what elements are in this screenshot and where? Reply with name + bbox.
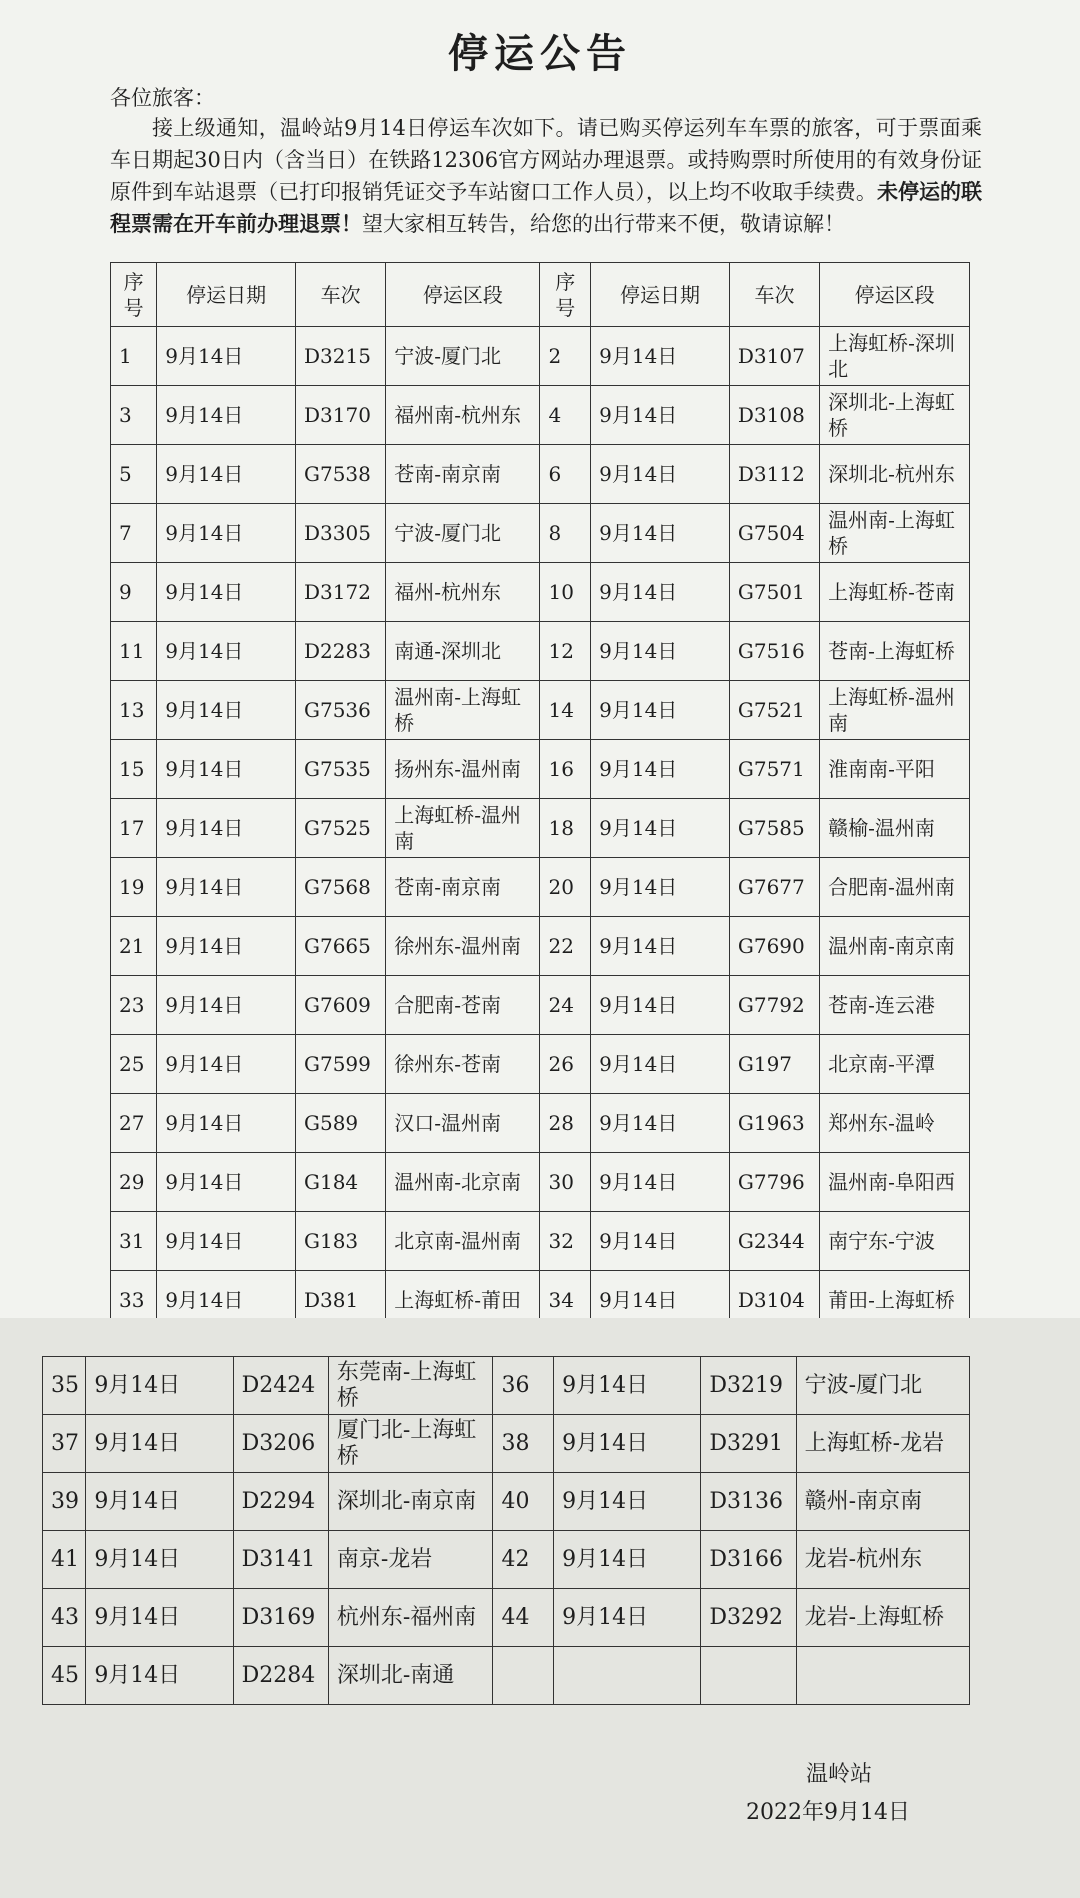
train-cell: G7536 [296,681,386,740]
section-cell: 温州南-阜阳西 [820,1153,970,1212]
table-row [111,504,970,563]
table-row [43,1473,970,1531]
train-cell: G197 [729,1035,819,1094]
section-cell: 温州南-上海虹桥 [386,681,540,740]
train-cell: G7501 [729,563,819,622]
date-cell: 9月14日 [157,917,296,976]
train-cell: D2283 [296,622,386,681]
seq-cell: 19 [111,858,157,917]
date-cell: 9月14日 [591,1271,730,1330]
section-cell: 郑州东-温岭 [820,1094,970,1153]
seq-cell: 11 [111,622,157,681]
notice-body-bold: 未停运的联程票需在开车前办理退票！ [110,179,983,236]
date-cell: 9月14日 [157,858,296,917]
section-cell: 宁波-厦门北 [386,504,540,563]
seq-cell: 33 [111,1271,157,1330]
table-row [43,1589,970,1647]
date-cell: 9月14日 [591,386,730,445]
section-cell [796,1647,969,1705]
section-cell: 上海虹桥-龙岩 [796,1415,969,1473]
train-cell: G7792 [729,976,819,1035]
table-row [111,917,970,976]
date-cell: 9月14日 [554,1473,701,1531]
section-cell: 莆田-上海虹桥 [820,1271,970,1330]
section-cell: 厦门北-上海虹桥 [328,1415,493,1473]
train-cell: D3141 [233,1531,328,1589]
train-cell: G1963 [729,1094,819,1153]
header-seq: 序号 [540,263,591,327]
section-cell: 福州-杭州东 [386,563,540,622]
seq-cell: 42 [493,1531,554,1589]
section-cell: 龙岩-杭州东 [796,1531,969,1589]
train-cell: G589 [296,1094,386,1153]
train-cell: D381 [296,1271,386,1330]
train-cell: G7521 [729,681,819,740]
seq-cell: 12 [540,622,591,681]
date-cell: 9月14日 [86,1357,233,1415]
greeting: 各位旅客： [110,86,215,110]
train-cell: D3172 [296,563,386,622]
seq-cell: 6 [540,445,591,504]
section-cell: 东莞南-上海虹桥 [328,1357,493,1415]
date-cell: 9月14日 [157,445,296,504]
notice-date: 2022年9月14日 [746,1800,910,1825]
notice-title: 停运公告 [448,31,632,77]
section-cell: 温州南-南京南 [820,917,970,976]
date-cell: 9月14日 [554,1357,701,1415]
train-cell [701,1647,796,1705]
train-cell: D3292 [701,1589,796,1647]
train-cell: G7690 [729,917,819,976]
train-cell: D2284 [233,1647,328,1705]
date-cell: 9月14日 [554,1531,701,1589]
suspended-trains-table-continued [42,1356,970,1705]
date-cell: 9月14日 [591,681,730,740]
seq-cell: 15 [111,740,157,799]
header-train: 车次 [729,263,819,327]
seq-cell: 29 [111,1153,157,1212]
date-cell: 9月14日 [591,740,730,799]
section-cell: 赣州-南京南 [796,1473,969,1531]
date-cell: 9月14日 [591,799,730,858]
train-cell: D3104 [729,1271,819,1330]
date-cell: 9月14日 [157,799,296,858]
train-cell: G183 [296,1212,386,1271]
date-cell: 9月14日 [554,1415,701,1473]
notice-body-tail: 望大家相互转告，给您的出行带来不便，敬请谅解！ [362,212,845,236]
train-cell: D3112 [729,445,819,504]
section-cell: 上海虹桥-莆田 [386,1271,540,1330]
section-cell: 苍南-南京南 [386,858,540,917]
train-cell: G7609 [296,976,386,1035]
section-cell: 扬州东-温州南 [386,740,540,799]
table-row [43,1357,970,1415]
section-cell: 福州南-杭州东 [386,386,540,445]
train-cell: D2424 [233,1357,328,1415]
date-cell: 9月14日 [86,1473,233,1531]
seq-cell: 1 [111,327,157,386]
section-cell: 宁波-厦门北 [386,327,540,386]
section-cell: 苍南-南京南 [386,445,540,504]
seq-cell: 38 [493,1415,554,1473]
train-cell: G7568 [296,858,386,917]
seq-cell: 44 [493,1589,554,1647]
date-cell: 9月14日 [591,1094,730,1153]
train-cell: G7516 [729,622,819,681]
train-cell: D3219 [701,1357,796,1415]
seq-cell: 39 [43,1473,86,1531]
train-cell: G7571 [729,740,819,799]
train-cell: D3170 [296,386,386,445]
notice-body [110,112,982,240]
train-cell: G7796 [729,1153,819,1212]
seq-cell: 13 [111,681,157,740]
section-cell: 南宁东-宁波 [820,1212,970,1271]
train-cell: G2344 [729,1212,819,1271]
seq-cell: 24 [540,976,591,1035]
table-row [111,858,970,917]
seq-cell: 34 [540,1271,591,1330]
header-date: 停运日期 [157,263,296,327]
seq-cell: 31 [111,1212,157,1271]
date-cell: 9月14日 [591,622,730,681]
date-cell: 9月14日 [157,622,296,681]
seq-cell: 22 [540,917,591,976]
date-cell: 9月14日 [591,327,730,386]
seq-cell: 23 [111,976,157,1035]
section-cell: 北京南-平潭 [820,1035,970,1094]
table-header-row [111,263,970,327]
date-cell: 9月14日 [591,504,730,563]
section-cell: 深圳北-上海虹桥 [820,386,970,445]
table-row [111,1035,970,1094]
header-section: 停运区段 [820,263,970,327]
date-cell: 9月14日 [591,1212,730,1271]
date-cell: 9月14日 [591,1035,730,1094]
table-row [43,1415,970,1473]
seq-cell: 9 [111,563,157,622]
section-cell: 上海虹桥-温州南 [820,681,970,740]
date-cell: 9月14日 [591,917,730,976]
date-cell: 9月14日 [591,445,730,504]
section-cell: 温州南-北京南 [386,1153,540,1212]
date-cell: 9月14日 [157,740,296,799]
train-cell: G7665 [296,917,386,976]
seq-cell: 37 [43,1415,86,1473]
section-cell: 温州南-上海虹桥 [820,504,970,563]
date-cell: 9月14日 [591,1153,730,1212]
seq-cell [493,1647,554,1705]
section-cell: 龙岩-上海虹桥 [796,1589,969,1647]
seq-cell: 7 [111,504,157,563]
section-cell: 深圳北-南京南 [328,1473,493,1531]
train-cell: G7535 [296,740,386,799]
station-signature: 温岭站 [806,1762,873,1787]
section-cell: 苍南-连云港 [820,976,970,1035]
section-cell: 北京南-温州南 [386,1212,540,1271]
date-cell: 9月14日 [157,1035,296,1094]
date-cell: 9月14日 [86,1531,233,1589]
table-row [111,622,970,681]
date-cell [554,1647,701,1705]
date-cell: 9月14日 [157,976,296,1035]
section-cell: 淮南南-平阳 [820,740,970,799]
header-section: 停运区段 [386,263,540,327]
seq-cell: 21 [111,917,157,976]
date-cell: 9月14日 [86,1647,233,1705]
section-cell: 苍南-上海虹桥 [820,622,970,681]
table-row [111,976,970,1035]
train-cell: G7677 [729,858,819,917]
date-cell: 9月14日 [86,1589,233,1647]
section-cell: 杭州东-福州南 [328,1589,493,1647]
table-row [111,1094,970,1153]
seq-cell: 17 [111,799,157,858]
train-cell: D3305 [296,504,386,563]
date-cell: 9月14日 [157,504,296,563]
train-cell: D3166 [701,1531,796,1589]
train-cell: G7538 [296,445,386,504]
seq-cell: 40 [493,1473,554,1531]
train-cell: D3215 [296,327,386,386]
date-cell: 9月14日 [86,1415,233,1473]
notice-body-text: 接上级通知，温岭站9月14日停运车次如下。请已购买停运列车车票的旅客，可于票面乘车日期起30日内（含当日）在铁路12306官方网站办理退票。或持购票时所使用的有效身份证原件到车站退票（已打印报销凭证交予车站窗口工作人员），以上均不收取手续费。 [110,116,982,204]
table-row [111,799,970,858]
train-cell: D3291 [701,1415,796,1473]
date-cell: 9月14日 [157,563,296,622]
seq-cell: 16 [540,740,591,799]
train-cell: G7525 [296,799,386,858]
seq-cell: 43 [43,1589,86,1647]
section-cell: 汉口-温州南 [386,1094,540,1153]
section-cell: 上海虹桥-苍南 [820,563,970,622]
table-row [43,1531,970,1589]
train-cell: D3136 [701,1473,796,1531]
seq-cell: 41 [43,1531,86,1589]
section-cell: 宁波-厦门北 [796,1357,969,1415]
date-cell: 9月14日 [591,976,730,1035]
seq-cell: 14 [540,681,591,740]
table-row [111,1212,970,1271]
section-cell: 深圳北-南通 [328,1647,493,1705]
date-cell: 9月14日 [157,1271,296,1330]
train-cell: D3169 [233,1589,328,1647]
seq-cell: 27 [111,1094,157,1153]
suspended-trains-table [110,262,970,1330]
section-cell: 合肥南-温州南 [820,858,970,917]
section-cell: 上海虹桥-温州南 [386,799,540,858]
seq-cell: 18 [540,799,591,858]
seq-cell: 36 [493,1357,554,1415]
date-cell: 9月14日 [157,1153,296,1212]
seq-cell: 28 [540,1094,591,1153]
table-row [111,1153,970,1212]
date-cell: 9月14日 [591,858,730,917]
date-cell: 9月14日 [157,327,296,386]
header-date: 停运日期 [591,263,730,327]
date-cell: 9月14日 [157,1212,296,1271]
section-cell: 合肥南-苍南 [386,976,540,1035]
train-cell: D3206 [233,1415,328,1473]
table-row [111,445,970,504]
date-cell: 9月14日 [591,563,730,622]
section-cell: 赣榆-温州南 [820,799,970,858]
section-cell: 南京-龙岩 [328,1531,493,1589]
section-cell: 南通-深圳北 [386,622,540,681]
train-cell: G7585 [729,799,819,858]
train-cell: G7504 [729,504,819,563]
seq-cell: 10 [540,563,591,622]
seq-cell: 45 [43,1647,86,1705]
section-cell: 深圳北-杭州东 [820,445,970,504]
header-train: 车次 [296,263,386,327]
seq-cell: 3 [111,386,157,445]
section-cell: 徐州东-温州南 [386,917,540,976]
seq-cell: 2 [540,327,591,386]
seq-cell: 35 [43,1357,86,1415]
seq-cell: 8 [540,504,591,563]
table-row [111,386,970,445]
train-cell: D2294 [233,1473,328,1531]
table-row [43,1647,970,1705]
train-cell: G184 [296,1153,386,1212]
table-row [111,327,970,386]
seq-cell: 32 [540,1212,591,1271]
table-row [111,740,970,799]
header-seq: 序号 [111,263,157,327]
train-cell: G7599 [296,1035,386,1094]
seq-cell: 4 [540,386,591,445]
seq-cell: 30 [540,1153,591,1212]
section-cell: 上海虹桥-深圳北 [820,327,970,386]
date-cell: 9月14日 [554,1589,701,1647]
seq-cell: 26 [540,1035,591,1094]
seq-cell: 5 [111,445,157,504]
date-cell: 9月14日 [157,681,296,740]
date-cell: 9月14日 [157,386,296,445]
section-cell: 徐州东-苍南 [386,1035,540,1094]
train-cell: D3107 [729,327,819,386]
seq-cell: 20 [540,858,591,917]
table-row [111,563,970,622]
seq-cell: 25 [111,1035,157,1094]
date-cell: 9月14日 [157,1094,296,1153]
train-cell: D3108 [729,386,819,445]
table-row [111,681,970,740]
